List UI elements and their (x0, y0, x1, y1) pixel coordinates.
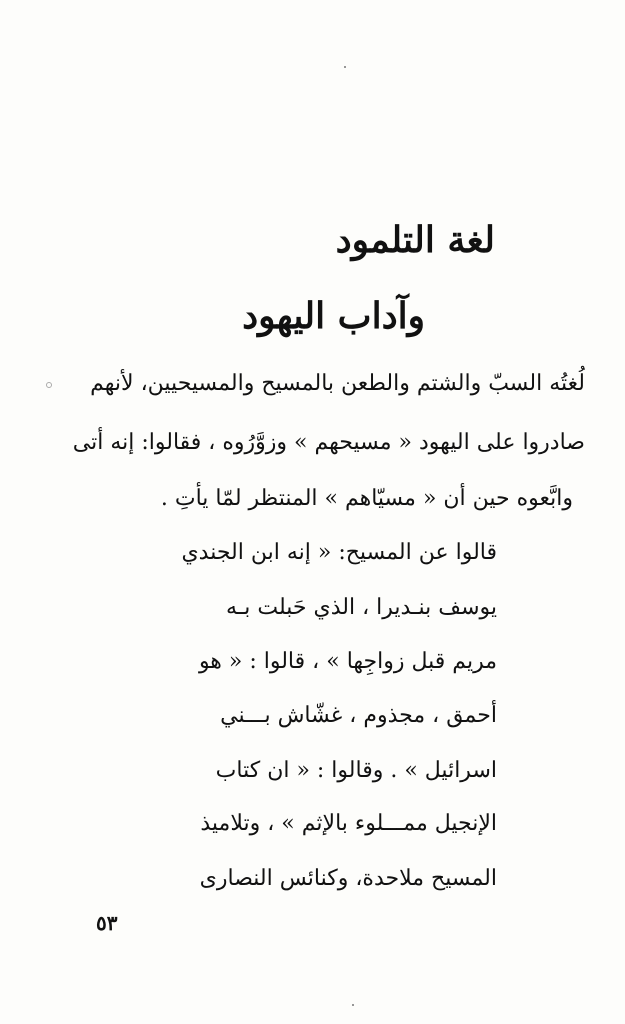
body-line-5: يوسف بنـديرا ، الذي حَبلت بـه (226, 595, 497, 620)
page-number: ٥٣ (96, 911, 118, 935)
body-line-10: المسيح ملاحدة، وكنائس النصارى (199, 866, 497, 891)
body-line-6: مريم قبل زواجِها » ، قالوا : « هو (198, 649, 497, 674)
body-line-8: اسرائيل » . وقالوا : « ان كتاب (215, 758, 497, 783)
chapter-title-line-1: لغة التلمود (335, 219, 495, 261)
body-line-4: قالوا عن المسيح: « إنه ابن الجندي (181, 540, 497, 565)
body-line-7: أحمق ، مجذوم ، غشّاش بـــني (220, 703, 497, 728)
body-line-1: لُغتُه السبّ والشتم والطعن بالمسيح والمسيحيين، لأنهم (90, 371, 585, 396)
paper-speck (344, 66, 346, 68)
body-line-2: صادروا على اليهود « مسيحهم » وزوَّرُوه ، فقالوا: إنه أتى (72, 430, 585, 455)
body-line-9: الإنجيل ممـــلوء بالإثم » ، وتلاميذ (200, 811, 497, 836)
paper-speck (352, 1004, 354, 1006)
body-line-3: وابَّعوه حين أن « مسيّاهم » المنتظر لمّا يأتِ . (160, 486, 573, 511)
paper-speck (46, 382, 52, 388)
chapter-title-line-2: وآداب اليهود (242, 295, 425, 337)
